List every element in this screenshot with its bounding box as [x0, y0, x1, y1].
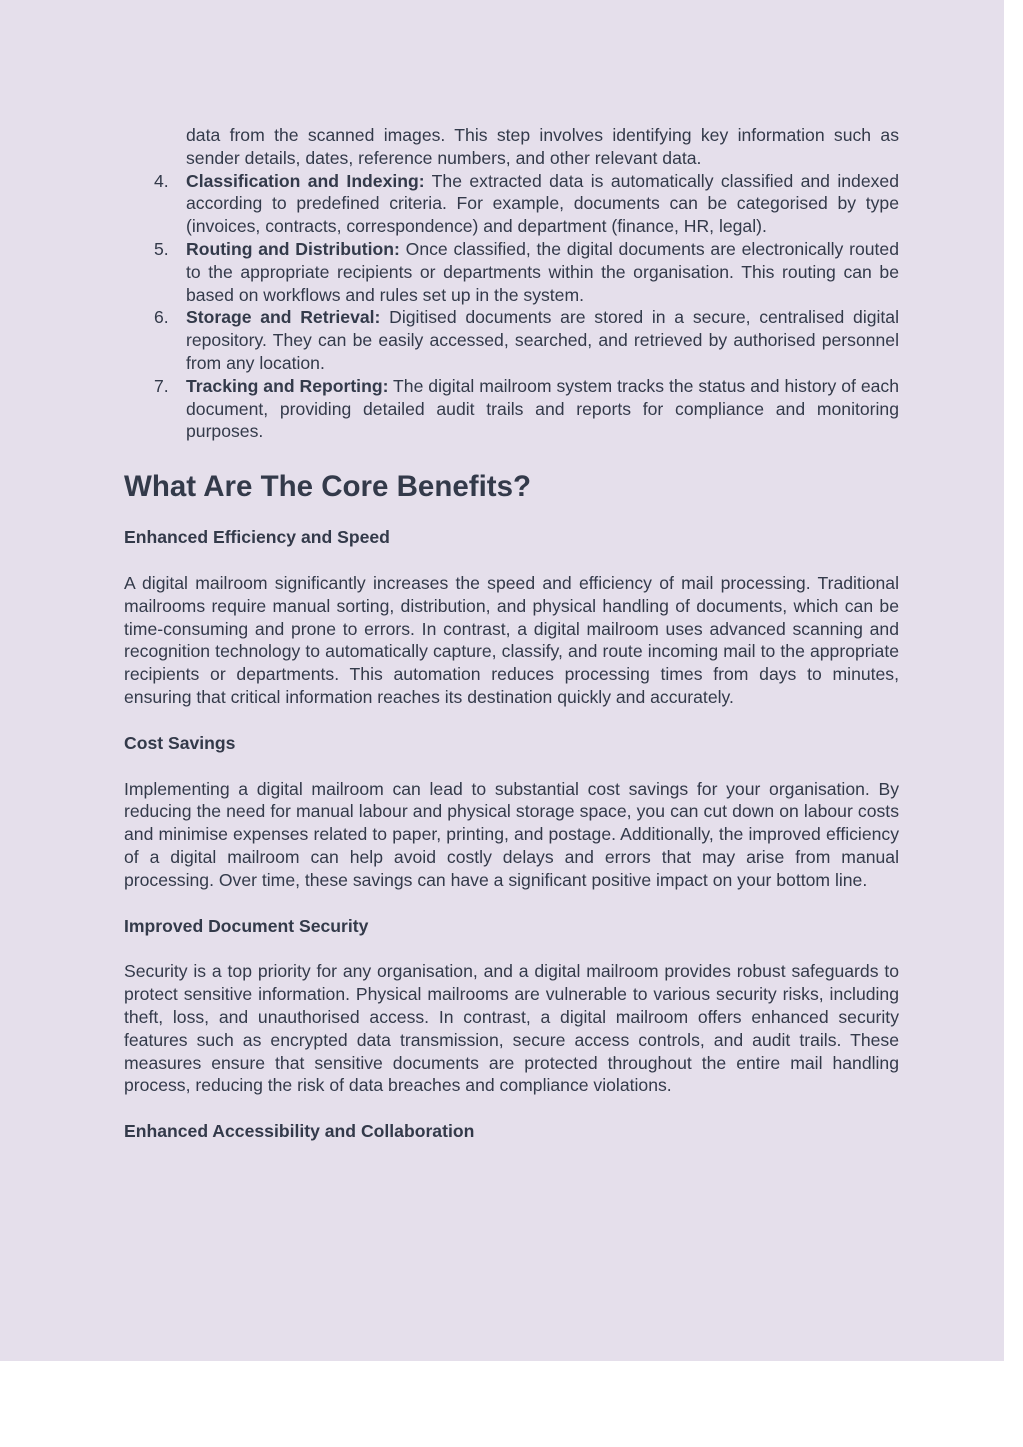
step-title: Storage and Retrieval:: [186, 307, 381, 328]
benefit-title: Enhanced Efficiency and Speed: [124, 527, 390, 548]
list-item: [124, 306, 899, 374]
benefit-paragraph: A digital mailroom significantly increases the speed and efficiency of mail processing. Traditional mailrooms require manual sorting, distribution, and physical handling of documents, which can be time-consuming and prone to errors. In contrast, a digital mailroom uses advanced scanning and recognition technology to automatically capture, classify, and route incoming mail to the appropriate recipients or departments. This automation reduces processing times from days to minutes, ensuring that critical information reaches its destination quickly and accurately.: [124, 572, 899, 707]
list-item: [124, 170, 899, 238]
benefit-title: Improved Document Security: [124, 915, 369, 936]
list-number: 7.: [154, 375, 169, 396]
step-title: Classification and Indexing:: [186, 170, 425, 191]
benefit-title: Cost Savings: [124, 732, 236, 753]
benefit-section: [124, 526, 899, 709]
step-text: The extracted data is automatically classified and indexed according to predefined criteria. For example, documents can be categorised by type (invoices, contracts, correspondence) and department (finance, HR, legal).: [186, 170, 899, 237]
step-text: Once classified, the digital documents are electronically routed to the appropriate recipients or departments within the organisation. This routing can be based on workflows and rules set up in the system.: [186, 238, 900, 305]
benefits-heading: What Are The Core Benefits?: [124, 470, 532, 504]
step-title: Tracking and Reporting:: [186, 375, 389, 396]
benefit-section: [124, 1120, 899, 1143]
list-number: 6.: [154, 307, 169, 328]
step-text: Digitised documents are stored in a secure, centralised digital repository. They can be easily accessed, searched, and retrieved by authorised personnel from any location.: [186, 307, 900, 373]
list-number: 5.: [154, 238, 169, 259]
benefit-paragraph: Security is a top priority for any organisation, and a digital mailroom provides robust safeguards to protect sensitive information. Physical mailrooms are vulnerable to various security risks, including theft, loss, and unauthorised access. In contrast, a digital mailroom offers enhanced security features such as encrypted data transmission, secure access controls, and audit trails. These measures ensure that sensitive documents are protected throughout the entire mail handling process, reducing the risk of data breaches and compliance violations.: [124, 961, 899, 1096]
benefit-paragraph: Implementing a digital mailroom can lead to substantial cost savings for your organisation. By reducing the need for manual labour and physical storage space, you can cut down on labour costs and minimise expenses related to paper, printing, and postage. Additionally, the improved efficiency of a digital mailroom can help avoid costly delays and errors that may arise from manual processing. Over time, these savings can have a significant positive impact on your bottom line.: [124, 778, 899, 890]
process-steps-list: [124, 170, 899, 444]
page-content: [124, 124, 899, 1143]
list-item: [124, 238, 899, 306]
list-item: [124, 375, 899, 443]
step-title: Routing and Distribution:: [186, 238, 400, 259]
list-number: 4.: [154, 170, 169, 191]
benefit-title: Enhanced Accessibility and Collaboration: [124, 1121, 475, 1142]
step-text: The digital mailroom system tracks the status and history of each document, providing detailed audit trails and reports for compliance and monitoring purposes.: [186, 375, 899, 442]
continuation-paragraph: data from the scanned images. This step involves identifying key information such as sender details, dates, reference numbers, and other relevant data.: [186, 125, 899, 168]
benefit-section: [124, 732, 899, 892]
benefit-section: [124, 915, 899, 1098]
